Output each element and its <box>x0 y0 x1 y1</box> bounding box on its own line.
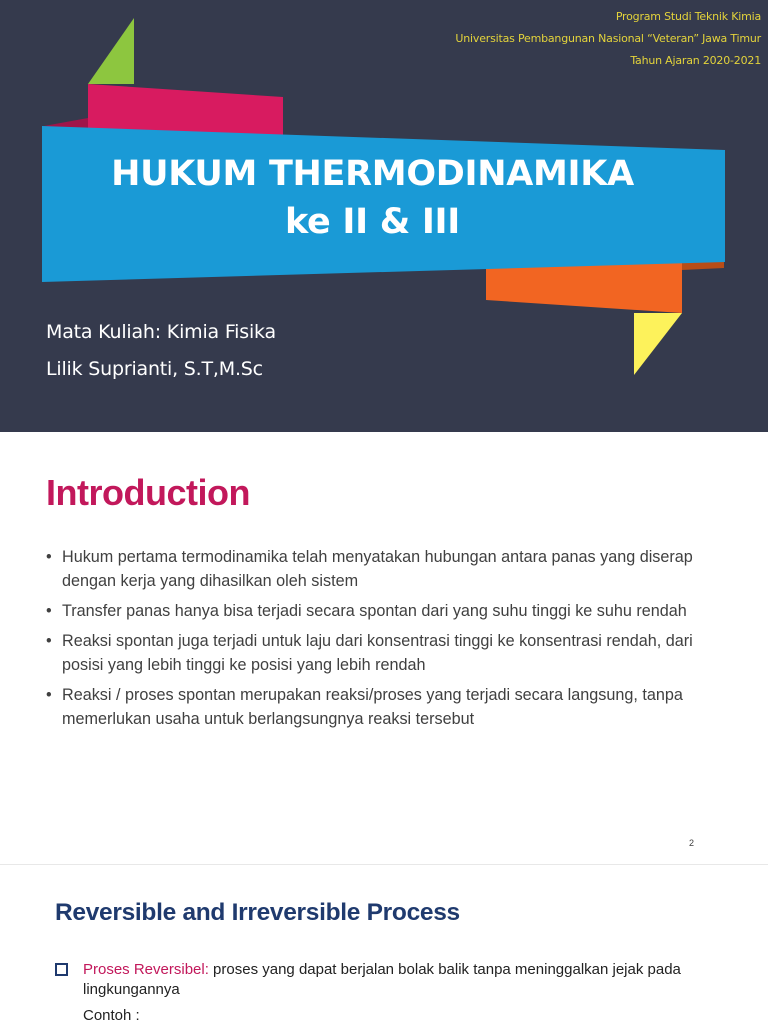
reversible-heading: Reversible and Irreversible Process <box>55 899 460 926</box>
lecturer-name: Lilik Suprianti, S.T,M.Sc <box>46 358 263 380</box>
title-line-1: HUKUM THERMODINAMIKA <box>111 154 634 194</box>
introduction-slide <box>0 432 768 864</box>
org-line-program: Program Studi Teknik Kimia <box>615 10 761 23</box>
slide-title <box>60 150 685 246</box>
page-number: 2 <box>688 838 694 848</box>
bullet-item: • Reaksi spontan juga terjadi untuk laju dari konsentrasi tinggi ke konsentrasi rendah, dari posisi yang lebih tinggi ke posisi yang lebih rendah <box>46 629 736 677</box>
title-line-2: ke II & III <box>285 202 460 242</box>
example-label: Contoh : <box>83 1007 140 1024</box>
checkbox-bullet-icon <box>55 963 68 976</box>
bullet-item: • Transfer panas hanya bisa terjadi secara spontan dari yang suhu tinggi ke suhu rendah <box>46 599 736 623</box>
reversible-label: Proses Reversibel: <box>83 961 209 978</box>
organization-info <box>455 6 761 72</box>
yellow-triangle <box>634 313 682 375</box>
bullet-item: • Reaksi / proses spontan merupakan reaksi/proses yang terjadi secara langsung, tanpa memerlukan usaha untuk berlangsungnya reaksi tersebut <box>46 683 736 731</box>
bullet-item: • Hukum pertama termodinamika telah menyatakan hubungan antara panas yang diserap dengan kerja yang dihasilkan oleh sistem <box>46 545 736 593</box>
org-line-year: Tahun Ajaran 2020-2021 <box>630 54 761 67</box>
reversible-description: proses yang dapat berjalan bolak balik tanpa meninggalkan jejak pada lingkungannya <box>83 961 681 998</box>
reversible-definition <box>55 960 735 1000</box>
course-info <box>46 314 276 388</box>
title-slide <box>0 0 768 432</box>
course-name: Mata Kuliah: Kimia Fisika <box>46 321 276 343</box>
reversible-process-slide <box>0 864 768 1025</box>
introduction-heading: Introduction <box>46 472 250 513</box>
orange-band <box>486 262 682 313</box>
reversible-definition-text <box>55 960 735 1000</box>
org-line-university: Universitas Pembangunan Nasional “Veteran” Jawa Timur <box>455 32 761 45</box>
introduction-bullets <box>46 545 736 737</box>
green-triangle <box>88 18 134 84</box>
